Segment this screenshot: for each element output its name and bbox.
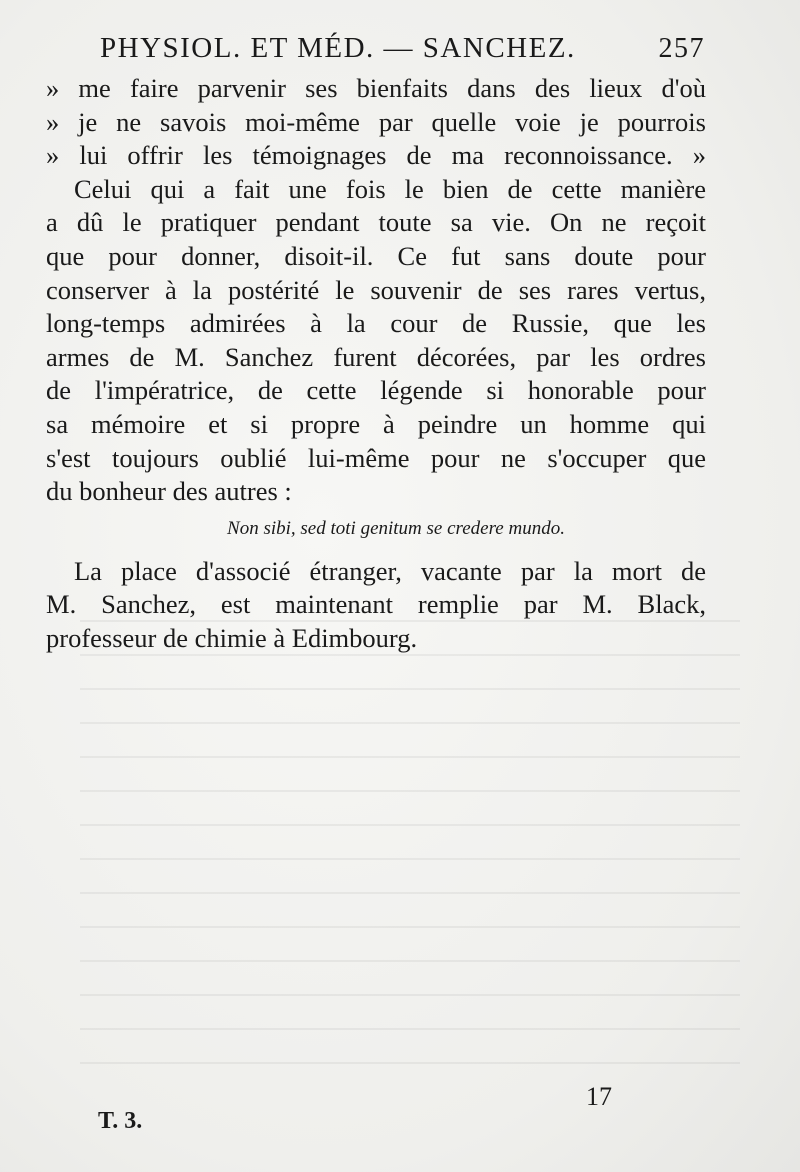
text-line: » lui offrir les témoignages de ma reconnoissance. »: [46, 140, 706, 171]
body-text: [46, 72, 706, 656]
signature-mark: T. 3.: [98, 1108, 143, 1134]
text-line: » je ne savois moi-même par quelle voie je pourrois: [46, 106, 706, 137]
text-line: professeur de chimie à Edimbourg.: [46, 622, 418, 653]
text-line: » me faire parvenir ses bienfaits dans des lieux d'où: [46, 73, 706, 103]
text-line: long-temps admirées à la cour de Russie, que les: [46, 308, 706, 339]
text-line: de l'impératrice, de cette légende si honorable pour: [46, 375, 706, 406]
latin-epigraph: Non sibi, sed toti genitum se credere mundo.: [227, 517, 565, 539]
text-line: que pour donner, disoit-il. Ce fut sans doute pour: [46, 240, 706, 271]
text-line: conserver à la postérité le souvenir de ses rares vertus,: [46, 274, 706, 305]
text-line: sa mémoire et si propre à peindre un homme qui: [46, 408, 706, 439]
sheet-number: 17: [586, 1082, 612, 1111]
running-head-title: PHYSIOL. ET MÉD. — SANCHEZ.: [100, 32, 576, 64]
text-line: du bonheur des autres :: [46, 476, 292, 507]
show-through-text: [80, 600, 740, 1070]
text-line: s'est toujours oublié lui-même pour ne s'occuper que: [46, 442, 706, 473]
text-line: armes de M. Sanchez furent décorées, par les ordres: [46, 341, 706, 372]
text-line: Celui qui a fait une fois le bien de cette manière: [74, 173, 706, 204]
text-line: M. Sanchez, est maintenant remplie par M. Black,: [46, 589, 706, 620]
page-number: 257: [658, 33, 705, 64]
text-line: a dû le pratiquer pendant toute sa vie. On ne reçoit: [46, 207, 706, 238]
text-line: La place d'associé étranger, vacante par la mort de: [74, 555, 706, 586]
running-head: [100, 32, 705, 65]
paragraph-gap: [46, 545, 706, 555]
